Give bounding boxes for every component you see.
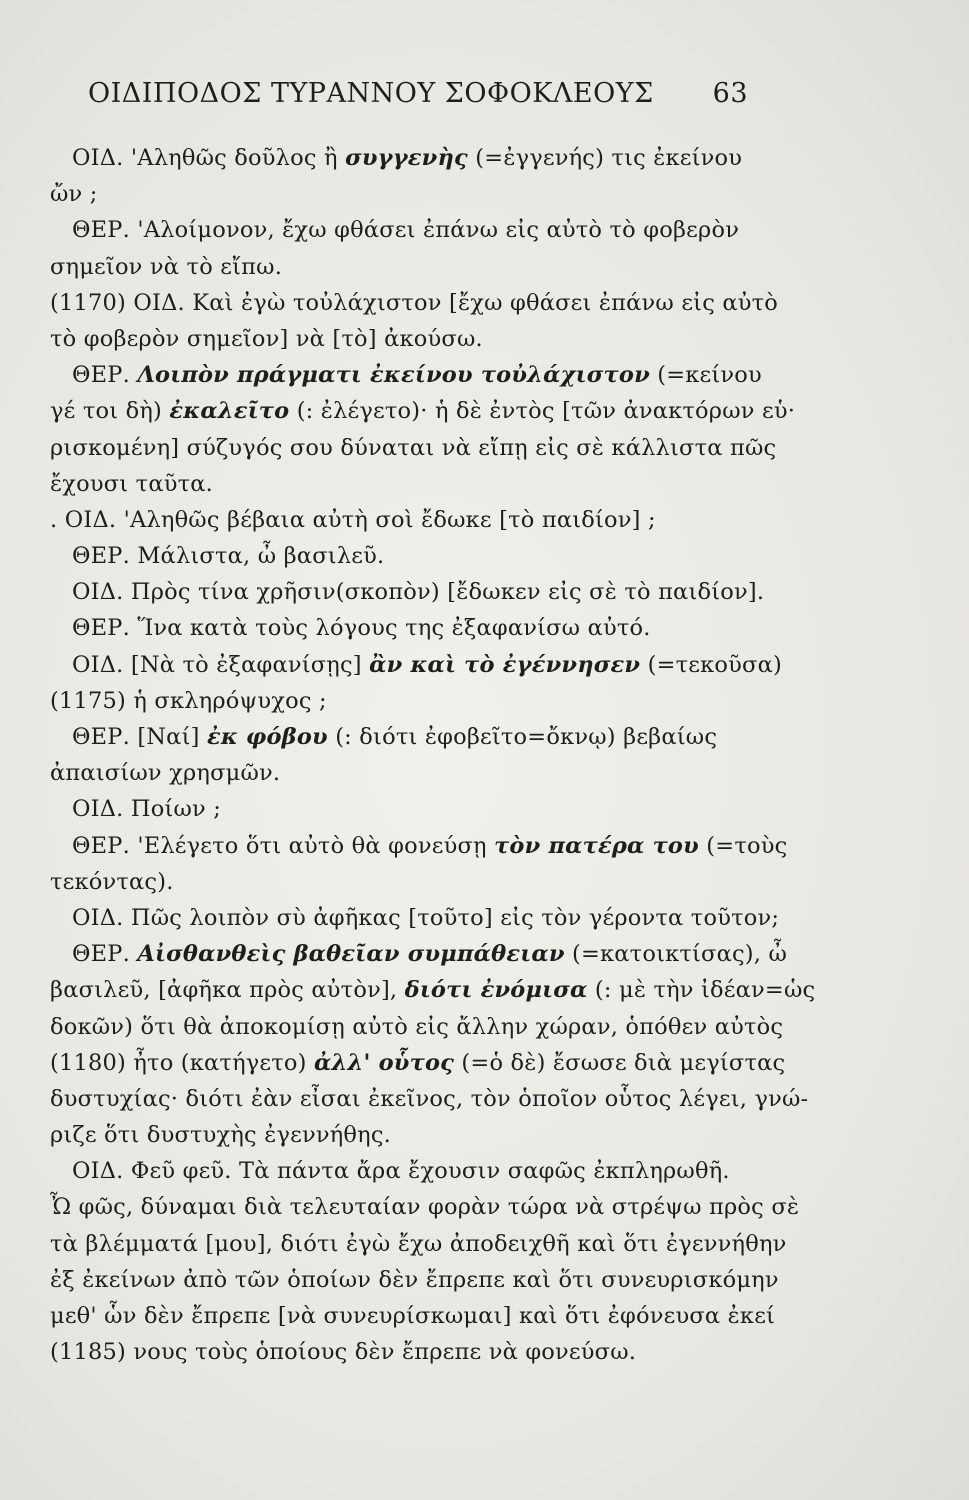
text-segment: ΟΙΔ. Πῶς λοιπὸν σὺ ἀφῆκας [τοῦτο] εἰς τὸν γέροντα τοῦτον;: [72, 904, 780, 931]
text-segment: δυστυχίας· διότι ἐὰν εἶσαι ἐκεῖνος, τὸν ὁποῖον οὗτος λέγει, γνώ-: [50, 1085, 809, 1112]
text-line: [50, 791, 790, 827]
emphasized-text: συγγενὴς: [345, 145, 468, 171]
text-segment: ἔχουσι ταῦτα.: [50, 470, 213, 497]
text-line: [50, 864, 790, 900]
text-segment: (=κατοικτίσας), ὦ: [564, 941, 788, 968]
text-segment: (=ἐγγενής) τις ἐκείνου: [467, 145, 743, 171]
text-line: [50, 828, 790, 864]
text-segment: ΟΙΔ. [Νὰ τὸ ἐξαφανίσῃς]: [72, 651, 370, 678]
running-header: [88, 78, 748, 118]
text-line: [50, 1045, 790, 1081]
text-segment: (1185) νους τοὺς ὁποίους δὲν ἔπρεπε νὰ φονεύσω.: [50, 1339, 637, 1366]
text-segment: (: διότι ἐφοβεῖτο=ὄκνῳ) βεβαίως: [327, 724, 718, 750]
text-segment: δοκῶν) ὅτι θὰ ἀποκομίσῃ αὐτὸ εἰς ἄλλην χώραν, ὁπόθεν αὐτὸς: [50, 1013, 784, 1040]
text-line: [50, 610, 790, 646]
emphasized-text: ἂν καὶ τὸ ἐγέννησεν: [369, 651, 641, 678]
text-segment: ριζε ὅτι δυστυχὴς ἐγεννήθης.: [50, 1122, 391, 1149]
text-line: [50, 393, 796, 429]
text-line: [50, 1262, 790, 1298]
text-line: [50, 900, 790, 936]
emphasized-text: Αἰσθανθεὶς βαθεῖαν συμπάθειαν: [137, 941, 565, 968]
text-line: [50, 212, 790, 248]
text-line: [50, 1189, 800, 1225]
text-line: [50, 249, 790, 285]
text-segment: ὤν ;: [50, 181, 98, 208]
text-segment: ΟΙΔ. Ποίων ;: [72, 796, 222, 823]
text-line: [50, 285, 790, 321]
dialogue-text: [50, 140, 816, 1370]
text-line: [50, 321, 790, 357]
text-segment: ΘΕΡ.: [72, 362, 138, 389]
text-segment: ἐξ ἐκείνων ἀπὸ τῶν ὁποίων δὲν ἔπρεπε καὶ ὅτι συνευρισκόμην: [50, 1266, 779, 1293]
text-segment: (1175) ἡ σκληρόψυχος ;: [50, 687, 327, 714]
text-line: [50, 1153, 790, 1189]
emphasized-text: Λοιπὸν πράγματι ἐκείνου τοὐλάχιστον: [137, 362, 650, 389]
text-segment: ΘΕΡ. Μάλιστα, ὦ βασιλεῦ.: [72, 543, 385, 570]
text-segment: ΟΙΔ. Πρὸς τίνα χρῆσιν(σκοπὸν) [ἔδωκεν εἰς σὲ τὸ παιδίον].: [72, 579, 765, 606]
text-segment: ΟΙΔ. Φεῦ φεῦ. Τὰ πάντα ἄρα ἔχουσιν σαφῶς ἐκπληρωθῆ.: [72, 1158, 730, 1185]
text-line: [50, 176, 790, 212]
text-segment: μεθ' ὧν δὲν ἔπρεπε [νὰ συνευρίσκωμαι] καὶ ὅτι ἐφόνευσα ἐκεί: [50, 1303, 776, 1329]
text-line: [50, 647, 790, 683]
text-segment: ΘΕΡ.: [72, 941, 138, 968]
text-line: [50, 502, 790, 538]
text-line: [50, 140, 790, 176]
text-segment: (=κείνου: [649, 362, 762, 389]
text-segment: τὰ βλέμματά [μου], διότι ἐγὼ ἔχω ἀποδειχθῆ καὶ ὅτι ἐγεννήθην: [50, 1230, 787, 1257]
text-segment: . ΟΙΔ. 'Αληθῶς βέβαια αὐτὴ σοὶ ἔδωκε [τὸ παιδίον] ;: [50, 506, 656, 533]
text-segment: ΘΕΡ. Ἵνα κατὰ τοὺς λόγους της ἐξαφανίσω αὐτό.: [72, 615, 651, 642]
text-line: [50, 1226, 790, 1262]
text-segment: τὸ φοβερὸν σημεῖον] νὰ [τὸ] ἀκούσω.: [50, 325, 483, 352]
text-segment: ΘΕΡ. 'Ελέγετο ὅτι αὐτὸ θὰ φονεύσῃ: [72, 832, 495, 859]
page-number: 63: [712, 78, 748, 109]
text-segment: (=τεκοῦσα): [640, 651, 782, 678]
text-segment: ρισκομένη] σύζυγός σου δύναται νὰ εἴπῃ εἰς σὲ κάλλιστα πῶς: [50, 434, 777, 461]
text-segment: βασιλεῦ, [ἀφῆκα πρὸς αὐτὸν],: [50, 977, 405, 1004]
text-line: [50, 1334, 790, 1370]
text-segment: (1170) ΟΙΔ. Καὶ ἐγὼ τοὐλάχιστον [ἔχω φθάσει ἐπάνω εἰς αὐτὸ: [50, 289, 779, 316]
text-segment: ΘΕΡ. [Ναί]: [72, 724, 207, 750]
text-segment: (=ὁ δὲ) ἔσωσε διὰ μεγίστας: [454, 1049, 786, 1076]
text-line: [50, 936, 790, 972]
text-segment: Ὦ φῶς, δύναμαι διὰ τελευταίαν φορὰν τώρα νὰ στρέψω πρὸς σὲ: [50, 1194, 800, 1221]
text-line: [50, 719, 790, 755]
text-line: [50, 357, 790, 393]
text-line: [50, 1081, 809, 1117]
emphasized-text: ἐκ φόβου: [206, 724, 328, 750]
emphasized-text: ἐκαλεῖτο: [169, 398, 290, 425]
text-line: [50, 466, 790, 502]
text-line: [50, 430, 790, 466]
text-line: [50, 1117, 790, 1153]
text-segment: (: μὲ τὴν ἰδέαν=ὡς: [587, 977, 816, 1004]
text-line: [50, 683, 790, 719]
text-line: [50, 1298, 790, 1334]
text-line: [50, 1009, 790, 1045]
emphasized-text: τὸν πατέρα του: [494, 832, 699, 859]
emphasized-text: διότι ἐνόμισα: [404, 977, 588, 1004]
running-title: ΟΙΔΙΠΟΔΟΣ ΤΥΡΑΝΝΟΥ ΣΟΦΟΚΛΕΟΥΣ: [88, 78, 654, 109]
text-segment: ΟΙΔ. 'Αληθῶς δοῦλος ἢ: [72, 145, 346, 171]
text-line: [50, 755, 790, 791]
text-segment: (=τοὺς: [698, 832, 788, 859]
text-segment: σημεῖον νὰ τὸ εἴπω.: [50, 253, 283, 280]
text-segment: ἀπαισίων χρησμῶν.: [50, 760, 281, 787]
emphasized-text: ἀλλ' οὗτος: [314, 1049, 455, 1076]
text-segment: τεκόντας).: [50, 868, 174, 895]
text-segment: γέ τοι δὴ): [50, 398, 170, 425]
text-segment: ΘΕΡ. 'Αλοίμονον, ἔχω φθάσει ἐπάνω εἰς αὐτὸ τὸ φοβερὸν: [72, 217, 740, 244]
text-segment: (1180) ἦτο (κατήγετο): [50, 1049, 314, 1076]
text-line: [50, 574, 790, 610]
text-line: [50, 972, 816, 1008]
text-line: [50, 538, 790, 574]
text-segment: (: ἐλέγετο)· ἡ δὲ ἐντὸς [τῶν ἀνακτόρων εὑ·: [289, 398, 796, 425]
